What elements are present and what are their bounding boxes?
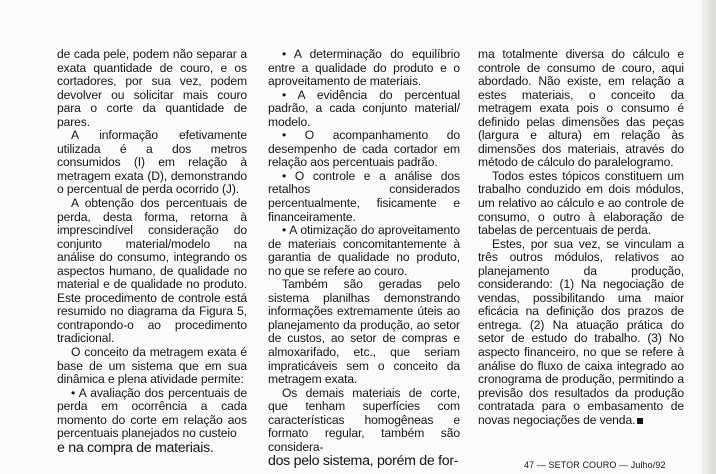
- paragraph: ma totalmente diversa do cálculo e controle de consumo de couro, aqui abordado. Não existe, em relação a estes materiais, o conceito da metragem exata pois o consumo é definido pelas dimensões das peças (largura e altura) em relação às dimensões dos materiais, através do método de cálculo do paralelogramo.: [478, 47, 684, 170]
- paragraph: A informação efetivamente utilizada é a dos metros consumidos (I) em relação à metragem exata (D), demonstrando o percentual de perda ocorrido (J).: [57, 128, 247, 197]
- page-footer: 47 — SETOR COURO — Julho/92: [524, 460, 666, 470]
- paragraph: A obtenção dos percentuais de perda, desta forma, retorna à imprescindível consideração do conjunto material/modelo na análise do consumo, integrando os aspectos humano, de qualidade no material e de qualidade no produto. Este procedimento de controle está resumido no diagrama da Figura 5, contrapondo-o ao procedimento tradicional.: [57, 196, 247, 346]
- bullet-item: • A evidência do percentual padrão, a cada conjunto material/ modelo.: [268, 87, 460, 129]
- text-column-2: [268, 48, 460, 469]
- bullet-item: • O controle e a análise dos retalhos considerados percentualmente, fisicamente e financeiramente.: [268, 168, 460, 224]
- page-edge-shadow: [702, 0, 716, 474]
- text-column-3: [478, 48, 684, 427]
- bullet-item: • A avaliação dos percentuais de perda em ocorrência a cada momento do corte em relação aos percentuais planejados no custeio: [57, 385, 247, 441]
- paragraph: Os demais materiais de corte, que tenham superfícies com características homogêneas e formato regular, também são considera-: [268, 385, 460, 454]
- paragraph-text: Estes, por sua vez, se vinculam a três outros módulos, relativos ao planejamento da produção, considerando: (1) Na negociação de vendas, possibilitando uma maior eficácia na definição dos prazos de entrega. (2) Na atuação prática do setor de estudo do trabalho. (3) No aspecto financeiro, no que se refere à análise do fluxo de caixa integrado ao cronograma de produção, permitindo a previsão dos resultados da produção contratada para o embasamento de novas negociações de venda.: [478, 236, 684, 427]
- bullet-item: • O acompanhamento do desempenho de cada cortador em relação aos percentuais padrão.: [268, 128, 460, 170]
- paragraph: Também são geradas pelo sistema planilhas demonstrando informações extremamente úteis ao planejamento da produção, ao setor de custos, ao setor de compras e almoxarifado, etc., que seriam impraticáveis sem o conceito da metragem exata.: [268, 277, 460, 387]
- paragraph: O conceito da metragem exata é base de um sistema que em sua dinâmica e plena atividade permite:: [57, 345, 247, 387]
- paragraph: Todos estes tópicos constituem um trabalho conduzido em dois módulos, um relativo ao cálculo e ao controle de consumo, o outro à elaboração de tabelas de percentuais de perda.: [478, 168, 684, 238]
- paragraph-last-line: e na compra de materiais.: [57, 439, 214, 456]
- paragraph-last-line: dos pelo sistema, porém de for-: [268, 453, 459, 470]
- text-column-1: [57, 48, 247, 456]
- end-of-article-mark: [637, 418, 643, 424]
- paragraph: de cada pele, podem não separar a exata quantidade de couro, e os cortadores, por sua vez, podem devolver ou solicitar mais couro para o corte da quantidade de pares.: [57, 47, 247, 129]
- bullet-item: • A otimização do aproveitamento de materiais concomitantemente à garantia de qualidade no produto, no que se refere ao couro.: [268, 223, 460, 278]
- paragraph: [478, 238, 684, 428]
- bullet-item: • A determinação do equilíbrio entre a qualidade do produto e o aproveitamento de materiais.: [268, 47, 460, 89]
